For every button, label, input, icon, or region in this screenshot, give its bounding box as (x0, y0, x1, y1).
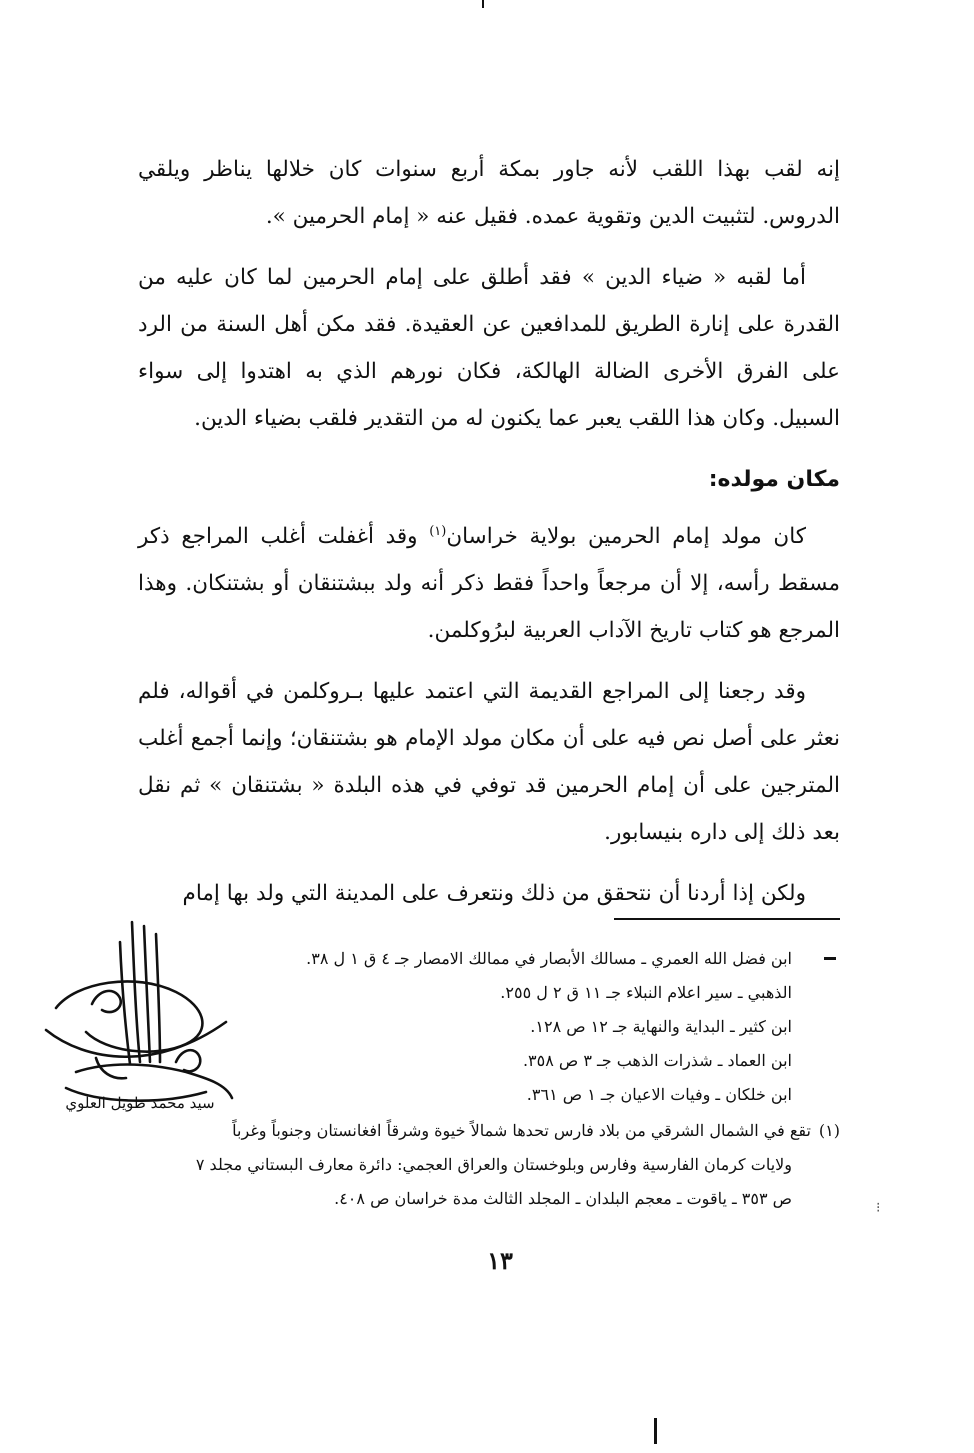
footnote-1-line-2: ولايات كرمان الفارسية وفارس وبلوخستان والعراق العجمي: دائرة معارف البستاني مجلد ٧ (195, 1155, 792, 1174)
footnote-1-line-3: ص ٣٥٣ ـ ياقوت ـ معجم البلدان ـ المجلد الثالث مدة خراسان ص ٤٠٨. (334, 1189, 792, 1208)
paragraph-2: أما لقبه « ضياء الدين » فقد أطلق على إمام الحرمين لما كان عليه من القدرة على إنارة الطريق للمدافعين عن العقيدة. فقد مكن أهل السنة من الرد على الفرق الأخرى الضالة الهالكة، فكان نورهم الذي به اهتدوا إلى سواء السبيل. وكان هذا اللقب يعبر عما يكنون له من التقدير فلقب بضياء الدين. (138, 265, 840, 431)
calligraphic-signature-icon (36, 912, 242, 1112)
footnote-ref-1: (١) (429, 523, 447, 539)
paragraph-3-end: وقد أغفلت أغلب المراجع ذكر مسقط رأسه، إلا أن مرجعاً واحداً فقط ذكر أنه ولد ببشتنقان أو بشتنكان. وهذا المرجع هو كتاب تاريخ الآداب العربية لبرُوكلمن. (138, 524, 840, 643)
reference-item: ابن كثير ـ البداية والنهاية جـ ١٢ ص ١٢٨. (530, 1017, 792, 1036)
signature-lettering: سيد محمد طويل العلوي (65, 1094, 215, 1112)
section-heading: مكان مولده: (708, 467, 840, 492)
paragraph-4: وقد رجعنا إلى المراجع القديمة التي اعتمد عليها بـروكلمن في أقواله، فلم نعثر على أصل نص فيه على أن مكان مولد الإمام هو بشتنقان؛ وإنما أجمع أغلب المترجين على أن إمام الحرمين قد توفي في هذه البلدة « بشتنقان » ثم نقل بعد ذلك إلى داره بنيسابور. (138, 679, 840, 845)
page-number: ١٣ (487, 1246, 513, 1275)
paragraph-1: إنه لقب بهذا اللقب لأنه جاور بمكة أربع سنوات كان خلالها يناظر ويلقي الدروس. لتثبيت الدين وتقوية عمده. فقيل عنه « إمام الحرمين ». (138, 157, 840, 229)
paragraph-3-start: كان مولد إمام الحرمين بولاية خراسان (446, 524, 806, 549)
paragraph-5: ولكن إذا أردنا أن نتحقق من ذلك ونتعرف على المدينة التي ولد بها إمام (182, 881, 806, 906)
reference-item: الذهبي ـ سير اعلام النبلاء جـ ١١ ق ٢ ل ٢٥٥. (500, 983, 792, 1002)
footnotes (138, 942, 840, 1216)
reference-list (138, 942, 840, 1112)
reference-item: ابن خلكان ـ وفيات الاعيان جـ ١ ص ٣٦١. (526, 1085, 792, 1104)
footnote-1-line-1 (138, 1114, 840, 1148)
paragraph-3 (138, 513, 840, 654)
footnote-separator (614, 918, 840, 920)
top-scan-mark (482, 0, 484, 8)
bottom-scan-mark (654, 1418, 657, 1444)
main-text (138, 146, 840, 931)
footnote-1-number: (١) (818, 1121, 840, 1140)
scan-speck: ⁝ (876, 1200, 881, 1216)
footnote-1-text-1: تقع في الشمال الشرقي من بلاد فارس تحدها شمالاً خيوة وشرقاً افغانستان وجنوباً وغرباً (232, 1121, 811, 1140)
footnote-1 (138, 1114, 840, 1216)
reference-item: ابن فضل الله العمري ـ مسالك الأبصار في ممالك الامصار جـ ٤ ق ١ ل ٣٨. (306, 949, 792, 968)
reference-item: ابن العماد ـ شذرات الذهب جـ ٣ ص ٣٥٨. (522, 1051, 792, 1070)
dash-marker-icon (824, 957, 836, 960)
